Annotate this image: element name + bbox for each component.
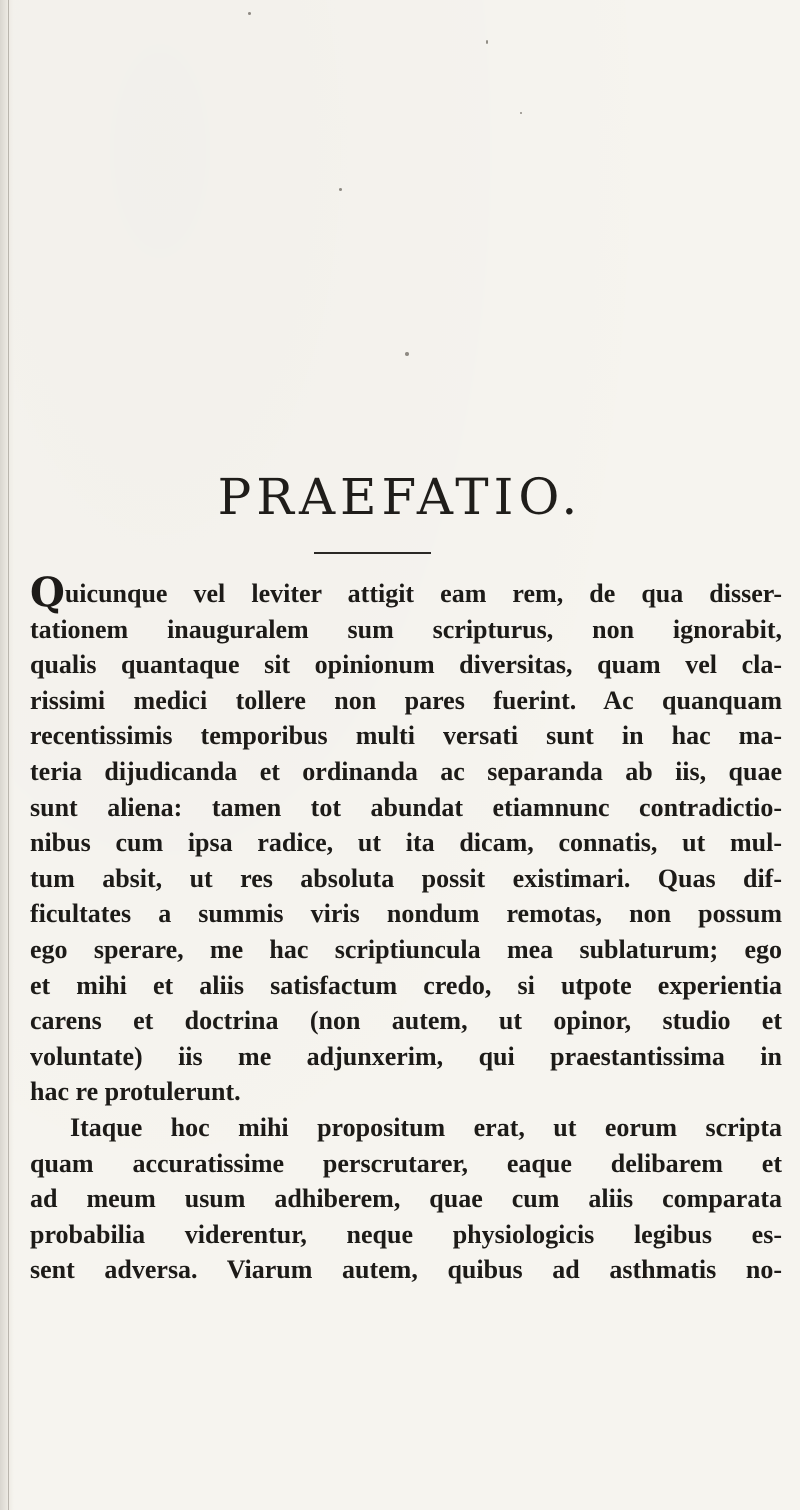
text-line: qualis quantaque sit opinionum diversitas, quam vel cla- — [30, 650, 782, 680]
text-line: probabilia viderentur, neque physiologicis legibus es- — [30, 1219, 782, 1249]
ink-speck — [520, 112, 522, 114]
text-line: sunt aliena: tamen tot abundat etiamnunc contradictio- — [30, 792, 782, 822]
text-line: nibus cum ipsa radice, ut ita dicam, connatis, ut mul- — [30, 828, 782, 858]
text-line: ego sperare, me hac scriptiuncula mea sublaturum; ego — [30, 934, 782, 964]
ink-speck — [405, 352, 409, 356]
heading-rule — [314, 552, 431, 554]
text-line: teria dijudicanda et ordinanda ac separanda ab iis, quae — [30, 756, 782, 786]
ink-speck — [486, 40, 488, 44]
text-line: recentissimis temporibus multi versati sunt in hac ma- — [30, 721, 782, 751]
page-heading: PRAEFATIO. — [217, 468, 583, 526]
text-line: quam accuratissime perscrutarer, eaque delibarem et — [30, 1148, 782, 1178]
text-line: et mihi et aliis satisfactum credo, si utpote experientia — [30, 970, 782, 1000]
ink-speck — [248, 12, 251, 15]
ink-speck — [339, 188, 342, 191]
initial-letter: Q — [30, 569, 65, 616]
text-line: voluntate) iis me adjunxerim, qui praestantissima in — [30, 1041, 782, 1071]
text-line: rissimi medici tollere non pares fuerint. Ac quanquam — [30, 685, 782, 715]
text-line: hac re protulerunt. — [30, 1077, 241, 1107]
body-text — [30, 569, 782, 1288]
text-line: ficultates a summis viris nondum remotas, non possum — [30, 899, 782, 929]
text-line — [30, 569, 782, 616]
text-line: Itaque hoc mihi propositum erat, ut eorum scripta — [70, 1112, 782, 1142]
text-line: ad meum usum adhiberem, quae cum aliis comparata — [30, 1184, 782, 1214]
page-binding-shadow — [0, 0, 14, 1510]
text-line: tum absit, ut res absoluta possit existimari. Quas dif- — [30, 863, 782, 893]
text-line: tationem inauguralem sum scripturus, non ignorabit, — [30, 614, 782, 644]
text-line-content: uicunque vel leviter attigit eam rem, de qua disser- — [64, 579, 782, 608]
page-binding-edge — [8, 0, 9, 1510]
text-line: carens et doctrina (non autem, ut opinor, studio et — [30, 1006, 782, 1036]
text-line: sent adversa. Viarum autem, quibus ad asthmatis no- — [30, 1255, 782, 1285]
